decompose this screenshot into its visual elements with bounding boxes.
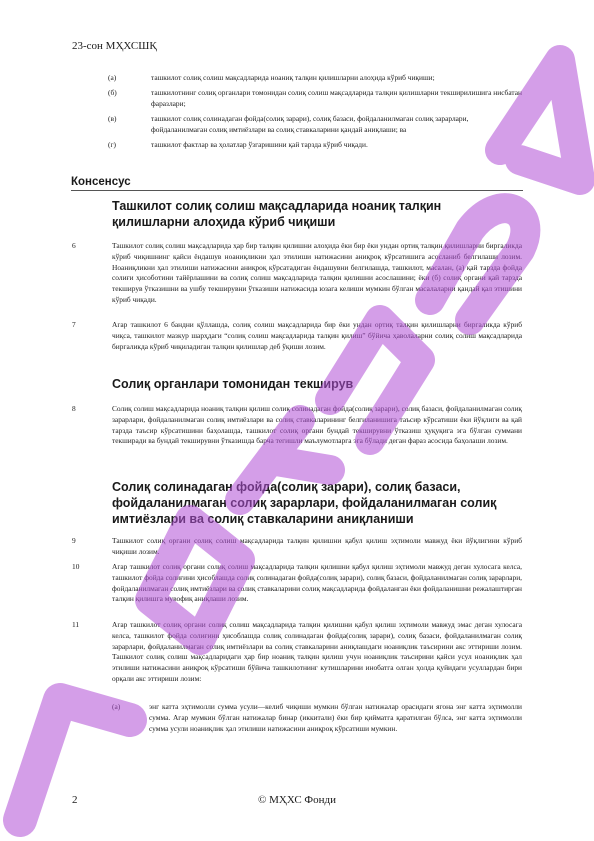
paragraph-number: 8 xyxy=(72,404,76,413)
paragraph-6 xyxy=(72,241,522,306)
paragraph-9 xyxy=(72,536,522,558)
sub-item-label: (а) xyxy=(112,702,121,711)
paragraph-text: Ташкилот солиқ органи солиқ солиш мақсадларида талқин қилишни қабул қилиш эҳтимоли мавжуд ёки йўқлигини кўриб чиқиши лозим. xyxy=(112,536,522,556)
paragraph-number: 9 xyxy=(72,536,76,545)
list-item-label: (г) xyxy=(108,140,116,150)
paragraph-text: Агар ташкилот солиқ органи солиқ солиш мақсадларида талқин қилишни қабул қилиш эҳтимоли мавжуд деган хулосага келса, ташкилот фойда солиғини ҳисоблашда солиқ солинадаган фойда(солиқ зарари), солиқ базаси, фойдаланилмаган солиқ зарарлари, фойдаланилмаган солиқ имтиёзлари ва солиқ ставкаларини солиқ мақсадларида фойдаланган ёки фойдаланишни режалаштирган талқин қилишга мувофиқ аниқлаши лозим. xyxy=(112,562,522,604)
list-item-label: (б) xyxy=(108,88,117,98)
paragraph-7 xyxy=(72,320,522,352)
list-item-text: ташкилот солиқ солинадаган фойда(солиқ зарари), солиқ базаси, фойдаланилмаган солиқ зарарлари, фойдаланилмаган солиқ имтиёзлари ва солиқ ставкаларини қандай аниқлаши; ва xyxy=(151,114,469,135)
paragraph-number: 7 xyxy=(72,320,76,329)
paragraph-8 xyxy=(72,404,522,447)
paragraph-text: Ташкилот солиқ солиш мақсадларида ҳар бир талқин қилишни алоҳида ёки бир ёки ундан ортиқ талқин қилишларни биргаликда кўриб чиқишнинг қайси ёндашув ноаниқликни ҳал этилиши натижасини аниқроқ кўрсатишига асосланиб белгилаши лозим. Ноаниқликни ҳал этилиши натижасини аниқроқ кўрсатадиган ёндашувни белгилашда, ташкилот, масалан, (а) қай тарзда фойда солиғи ҳисоботини тайёрлашини ва солиқ солиш мақсадларида талқин қилишни асослашини; ёки (б) солиқ органи қай тарзда текширув ўтказишни ва ушбу текширувни ўтказиши натижасида юзага келиши мумкин бўлган масалаларни қандай қал этишини кўриб чиқади. xyxy=(112,241,522,304)
list-item xyxy=(108,73,522,84)
list-item xyxy=(108,88,522,110)
intro-list xyxy=(108,73,522,156)
list-item xyxy=(108,114,522,136)
list-item-text: ташкилот солиқ солиш мақсадларида ноаниқ талқин қилишларни алоҳида кўриб чиқиши; xyxy=(151,73,435,82)
sub-item-text: энг катта эҳтимолли сумма усули—келиб чиқиши мумкин бўлган натижалар орасидаги ягона энг катта эҳтимолли сумма. Агар мумкин бўлган натижалар бинар (иккитали) ёки бир қийматга қаратилган бўлса, энг катта эҳтимолли сумма усули ноаниқлик ҳал этилиши натижасини аниқроқ кўрсатиши мумкин. xyxy=(149,702,522,733)
paragraph-number: 10 xyxy=(72,562,80,571)
paragraph-number: 11 xyxy=(72,620,80,629)
running-header: 23-сон МҲХСШҚ xyxy=(72,40,157,52)
heading-separate-consideration: Ташкилот солиқ солиш мақсадларида ноаниқ талқин қилишларни алоҳида кўриб чиқиши xyxy=(112,199,442,229)
list-item xyxy=(108,140,522,151)
list-item-text: ташкилотнинг солиқ органлари томонидан солиқ солиш мақсадларида талқин қилишларни текширилишига нисбатан фаразлари; xyxy=(151,88,522,109)
paragraph-11 xyxy=(72,620,522,685)
heading-determination: Солиқ солинадаган фойда(солиқ зарари), солиқ базаси, фойдаланилмаган солиқ зарарлари, фойдаланилмаган солиқ имтиёзлари ва солиқ ставкаларини аниқланиши xyxy=(112,480,497,526)
paragraph-text: Агар ташкилот 6 бандни қўллашда, солиқ солиш мақсадларида бир ёки ундан ортиқ талқин қилишларни биргаликда кўриб чиқса, ташкилот мазкур шарҳдаги “солиқ солиш мақсадларида талқин қилиш” бўйича ҳаволаларни солиқ солиш мақсадларида биргаликда кўриб чиқиладиган талқин қилишлар деб ўқиши лозим. xyxy=(112,320,522,351)
list-item-text: ташкилот фактлар ва ҳолатлар ўзгаришини қай тарзда кўриб чиқади. xyxy=(151,140,368,150)
list-item-label: (а) xyxy=(108,73,117,82)
paragraph-text: Агар ташкилот солиқ органи солиқ солиш мақсадларида талқин қилишни қабул қилиш эҳтимоли мавжуд эмас деган хулосага келса, ташкилот фойда солиғини ҳисоблашда солиқ солинадаган фойда(солиқ зарари), солиқ базаси, фойдаланилмаган солиқ зарарлари, фойдаланилмаган солиқ имтиёзлари ва солиқ ставкаларини аниқлашдаги ноаниқлик таъсирини акс эттириши лозим. Ташкилот солиқ солиш мақсадларидаги ҳар бир ноаниқ талқин қилиш учун ноаниқлик таъсирини қайси усул ноаниқлик ҳал этилиши натижасини аниқроқ кўрсатиши бўйича ташкилотнинг кутишларини инобатга олган ҳолда қуйидаги усуллардан бири орқали акс эттириши лозим: xyxy=(112,620,522,683)
heading-examination: Солиқ органлари томонидан текширув xyxy=(112,377,354,391)
page-number: 2 xyxy=(72,794,78,806)
list-item-label: (в) xyxy=(108,114,117,124)
paragraph-text: Солиқ солиш мақсадларида ноаниқ талқин қилиш солиқ солинадаган фойда(солиқ зарари), солиқ базаси, фойдаланилмаган солиқ зарарлари, фойдаланилмаган солиқ имтиёзлари ва солиқ ставкаларининг белгиланишига таъсир кўрсатиши ёки йўқлиги ва қай тарзда таъсир кўрсатишини баҳолашда, ташкилот солиқ органи бундай текширувни ўтказиш ҳуқуқига эга бўлган суммани текширади ва бундай текширувни ўтказишда барча тегишли маълумотларга эга бўлади деган фараз асосида баҳолаши лозим. xyxy=(112,404,522,446)
sub-item-a xyxy=(112,702,522,734)
paragraph-10 xyxy=(72,562,522,605)
section-title: Консенсус xyxy=(71,176,523,191)
paragraph-number: 6 xyxy=(72,241,76,250)
footer-copyright: © МҲХС Фонди xyxy=(257,794,336,806)
